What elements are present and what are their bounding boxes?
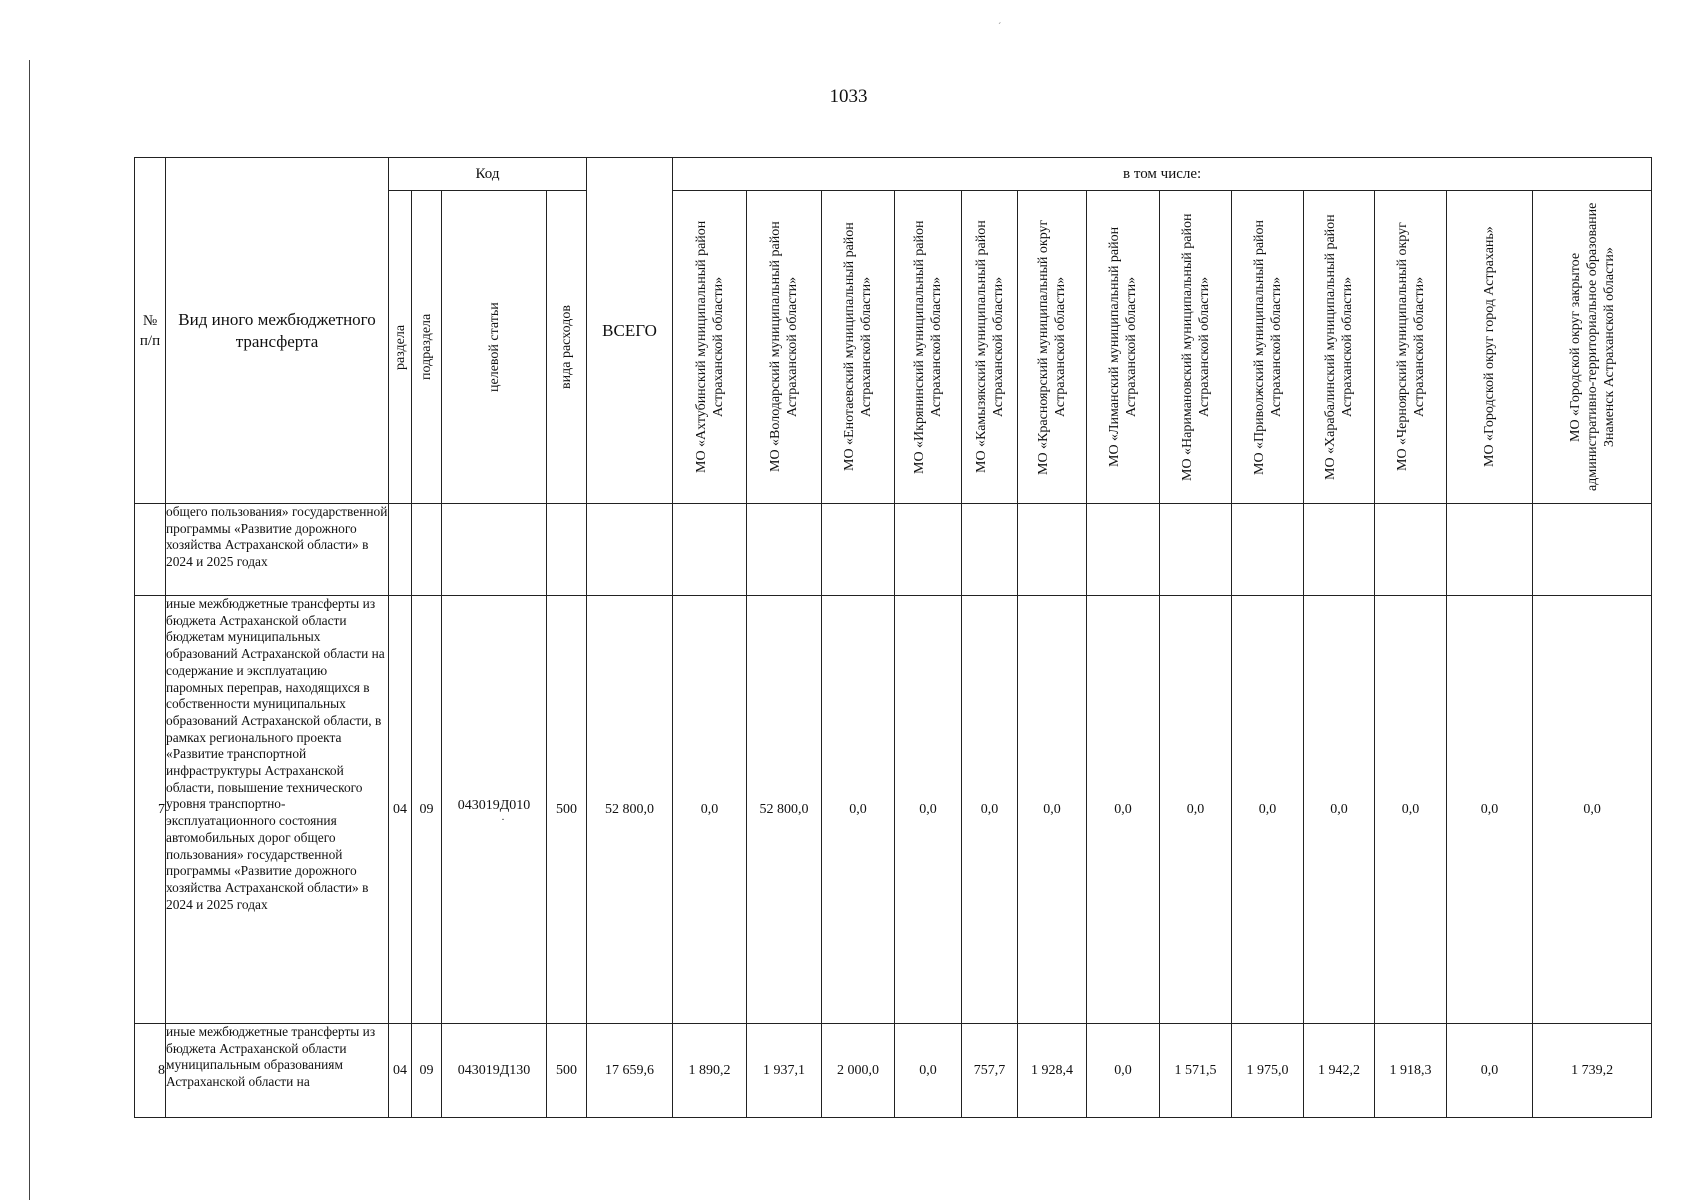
header-subsection: подраздела bbox=[412, 191, 442, 504]
header-code: Код bbox=[389, 158, 587, 191]
header-row-top bbox=[135, 158, 1652, 191]
row-value: 0,0 bbox=[1304, 596, 1375, 1024]
row-number bbox=[135, 504, 166, 596]
row-value: 757,7 bbox=[962, 1024, 1018, 1118]
target-article-code: 043019Д010 bbox=[457, 797, 531, 813]
header-mo-enotaevsky: МО «Енотаевский муниципальный район Астраханской области» bbox=[822, 191, 895, 504]
row-value: 0,0 bbox=[1232, 596, 1304, 1024]
header-mo-chernoyarsky: МО «Черноярский муниципальный округ Астраханской области» bbox=[1375, 191, 1447, 504]
row-value bbox=[1375, 504, 1447, 596]
row-expense-type: 500 bbox=[547, 596, 587, 1024]
header-total: ВСЕГО bbox=[587, 158, 673, 504]
header-transfer-type: Вид иного межбюджетного трансферта bbox=[166, 158, 389, 504]
row-value bbox=[1304, 504, 1375, 596]
row-value: 1 890,2 bbox=[673, 1024, 747, 1118]
table-row bbox=[135, 1024, 1652, 1118]
row-value: 0,0 bbox=[1447, 596, 1533, 1024]
row-value: 0,0 bbox=[962, 596, 1018, 1024]
header-mo-znamensk: МО «Городской округ закрытое административно-территориальное образование Знаменск Астраханской области» bbox=[1533, 191, 1652, 504]
header-mo-privolzhsky: МО «Приволжский муниципальный район Астраханской области» bbox=[1232, 191, 1304, 504]
row-value: 0,0 bbox=[1087, 1024, 1160, 1118]
row-value: 2 000,0 bbox=[822, 1024, 895, 1118]
row-value: 1 937,1 bbox=[747, 1024, 822, 1118]
row-value: 0,0 bbox=[1533, 596, 1652, 1024]
header-mo-kamyzyaksky: МО «Камызякский муниципальный район Астраханской области» bbox=[962, 191, 1018, 504]
row-value: 0,0 bbox=[822, 596, 895, 1024]
row-value: 0,0 bbox=[1087, 596, 1160, 1024]
row-value bbox=[1447, 504, 1533, 596]
header-mo-volodarsky: МО «Володарский муниципальный район Астраханской области» bbox=[747, 191, 822, 504]
row-value bbox=[1087, 504, 1160, 596]
row-value: 1 739,2 bbox=[1533, 1024, 1652, 1118]
row-number: 7 bbox=[135, 596, 166, 1024]
row-value bbox=[962, 504, 1018, 596]
header-mo-limansky: МО «Лиманский муниципальный район Астраханской области» bbox=[1087, 191, 1160, 504]
row-value: 0,0 bbox=[1447, 1024, 1533, 1118]
row-value bbox=[895, 504, 962, 596]
row-subsection: 09 bbox=[412, 1024, 442, 1118]
row-value: 0,0 bbox=[895, 1024, 962, 1118]
header-mo-ikryaninsky: МО «Икрянинский муниципальный район Астраханской области» bbox=[895, 191, 962, 504]
header-mo-krasnoyarsky: МО «Красноярский муниципальный округ Астраханской области» bbox=[1018, 191, 1087, 504]
row-subsection: 09 bbox=[412, 596, 442, 1024]
header-number: № п/п bbox=[135, 158, 166, 504]
row-total: 52 800,0 bbox=[587, 596, 673, 1024]
row-section: 04 bbox=[389, 596, 412, 1024]
row-value: 1 571,5 bbox=[1160, 1024, 1232, 1118]
row-value bbox=[673, 504, 747, 596]
header-mo-narimanovsky: МО «Наримановский муниципальный район Астраханской области» bbox=[1160, 191, 1232, 504]
row-value: 1 918,3 bbox=[1375, 1024, 1447, 1118]
row-value bbox=[1232, 504, 1304, 596]
header-section: раздела bbox=[389, 191, 412, 504]
row-target-article bbox=[442, 504, 547, 596]
row-total bbox=[587, 504, 673, 596]
row-value: 0,0 bbox=[1375, 596, 1447, 1024]
scan-speck: ˊ bbox=[998, 22, 1002, 33]
row-value bbox=[1018, 504, 1087, 596]
table-row bbox=[135, 596, 1652, 1024]
row-value: 0,0 bbox=[1018, 596, 1087, 1024]
page-margin-line bbox=[29, 60, 30, 1200]
row-value bbox=[822, 504, 895, 596]
row-target-article bbox=[442, 596, 547, 1024]
scan-dot: . bbox=[501, 811, 505, 823]
header-target-article: целевой статьи bbox=[442, 191, 547, 504]
header-mo-astrakhan: МО «Городской округ город Астрахань» bbox=[1447, 191, 1533, 504]
row-value: 1 942,2 bbox=[1304, 1024, 1375, 1118]
row-value: 1 928,4 bbox=[1018, 1024, 1087, 1118]
header-mo-kharabalinsky: МО «Харабалинский муниципальный район Астраханской области» bbox=[1304, 191, 1375, 504]
row-number: 8 bbox=[135, 1024, 166, 1118]
row-section: 04 bbox=[389, 1024, 412, 1118]
header-mo-akhtubinsky: МО «Ахтубинский муниципальный район Астраханской области» bbox=[673, 191, 747, 504]
row-value: 0,0 bbox=[673, 596, 747, 1024]
row-value: 0,0 bbox=[1160, 596, 1232, 1024]
row-total: 17 659,6 bbox=[587, 1024, 673, 1118]
row-target-article: 043019Д130 bbox=[442, 1024, 547, 1118]
row-description: иные межбюджетные трансферты из бюджета Астраханской области бюджетам муниципальных образований Астраханской области на содержание и эксплуатацию паромных переправ, находящихся в собственности муниципальных образований Астраханской области, в рамках регионального проекта «Развитие транспортной инфраструктуры Астраханской области, повышение технического уровня транспортно-эксплуатационного состояния автомобильных дорог общего пользования» государственной программы «Развитие дорожного хозяйства Астраханской области» в 2024 и 2025 годах bbox=[166, 596, 389, 1024]
transfer-table bbox=[134, 157, 1652, 1118]
row-value bbox=[747, 504, 822, 596]
row-subsection bbox=[412, 504, 442, 596]
row-value bbox=[1160, 504, 1232, 596]
header-including: в том числе: bbox=[673, 158, 1652, 191]
page-number: 1033 bbox=[829, 86, 868, 107]
header-expense-type: вида расходов bbox=[547, 191, 587, 504]
row-expense-type bbox=[547, 504, 587, 596]
table-row bbox=[135, 504, 1652, 596]
row-expense-type: 500 bbox=[547, 1024, 587, 1118]
row-value: 52 800,0 bbox=[747, 596, 822, 1024]
row-section bbox=[389, 504, 412, 596]
row-value: 1 975,0 bbox=[1232, 1024, 1304, 1118]
row-value bbox=[1533, 504, 1652, 596]
row-description: иные межбюджетные трансферты из бюджета Астраханской области муниципальным образованиям Астраханской области на bbox=[166, 1024, 389, 1118]
row-description: общего пользования» государственной программы «Развитие дорожного хозяйства Астраханской области» в 2024 и 2025 годах bbox=[166, 504, 389, 596]
row-value: 0,0 bbox=[895, 596, 962, 1024]
